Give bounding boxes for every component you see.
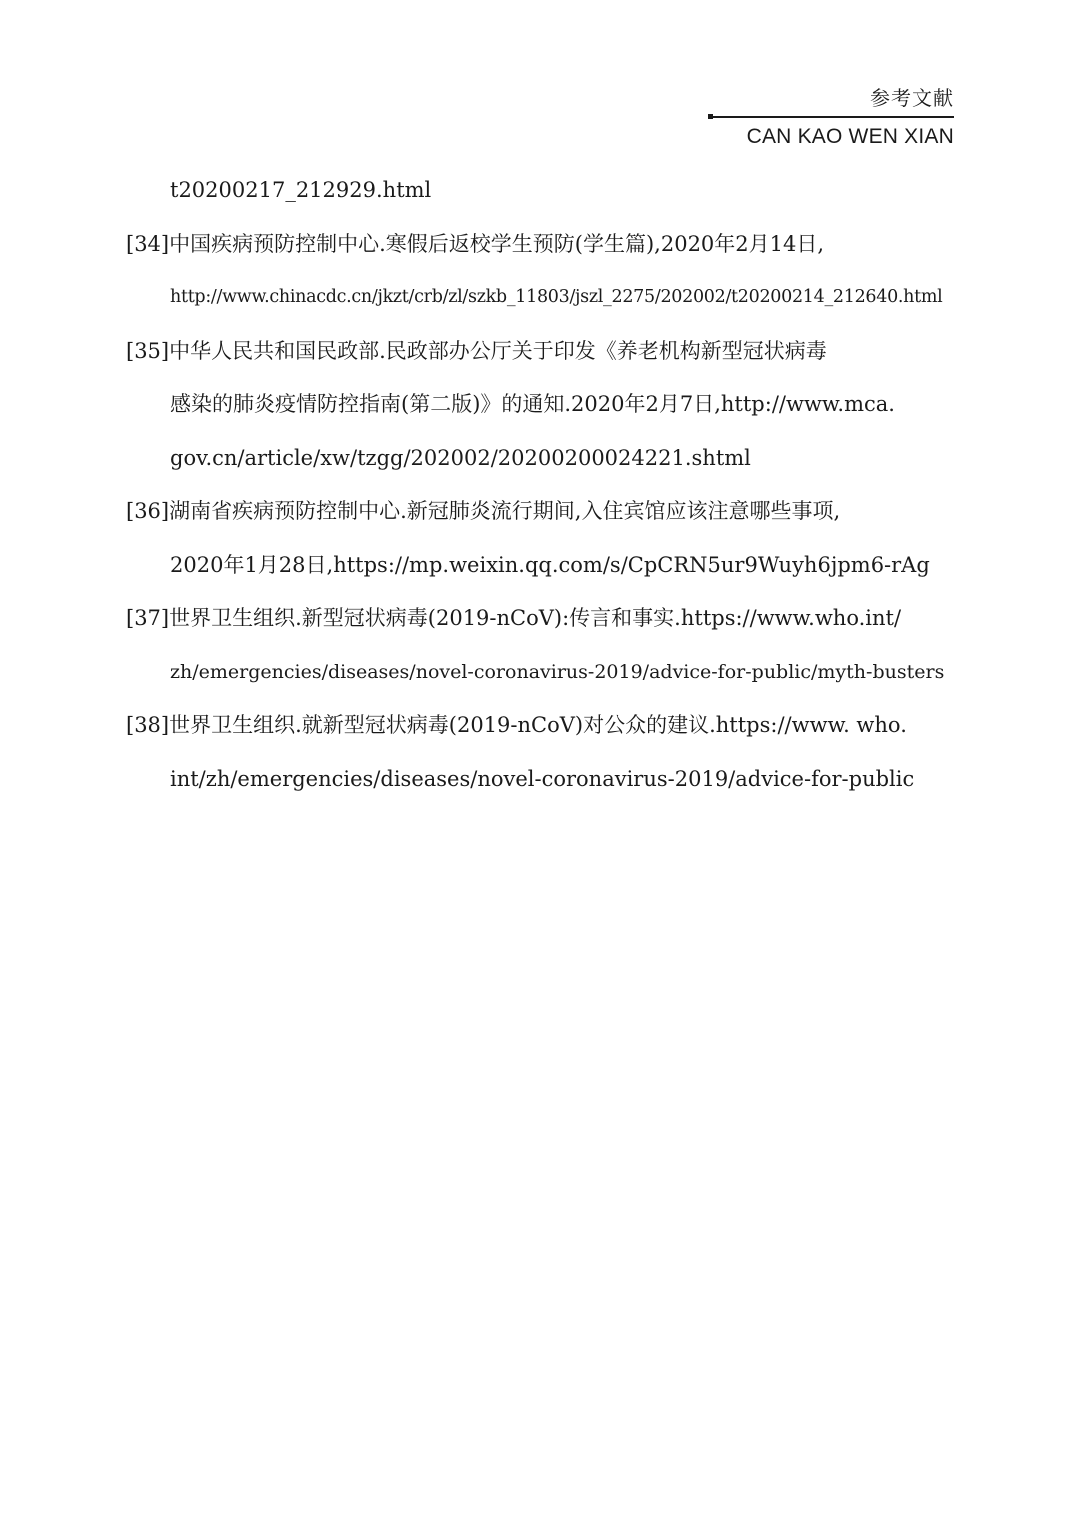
- reference-38-url: int/zh/emergencies/diseases/novel-coronavirus-2019/advice-for-public: [170, 766, 915, 791]
- reference-34-url: http://www.chinacdc.cn/jkzt/crb/zl/szkb_11803/jszl_2275/202002/t20200214_212640.html: [170, 287, 943, 307]
- reference-37: [37]世界卫生组织.新型冠状病毒(2019-nCoV):传言和事实.https://www.who.int/: [126, 606, 902, 630]
- reference-34: [34]中国疾病预防控制中心.寒假后返校学生预防(学生篇),2020年2月14日,: [126, 231, 825, 256]
- reference-36: [36]湖南省疾病预防控制中心.新冠肺炎流行期间,入住宾馆应该注意哪些事项,: [126, 499, 841, 523]
- reference-38: [38]世界卫生组织.就新型冠状病毒(2019-nCoV)对公众的建议.https://www. who.: [126, 713, 907, 737]
- reference-37-url: zh/emergencies/diseases/novel-coronavirus-2019/advice-for-public/myth-busters: [170, 660, 945, 683]
- reference-36-url: 2020年1月28日,https://mp.weixin.qq.com/s/CpCRN5ur9Wuyh6jpm6-rAg: [170, 552, 930, 577]
- reference-35-line2: 感染的肺炎疫情防控指南(第二版)》的通知.2020年2月7日,http://www.mca.: [170, 392, 895, 416]
- section-title: 参考文献: [870, 86, 954, 110]
- reference-33-continuation: t20200217_212929.html: [170, 178, 432, 202]
- reference-list: [126, 164, 958, 806]
- reference-35-url: gov.cn/article/xw/tzgg/202002/20200200024221.shtml: [170, 445, 751, 470]
- reference-35: [35]中华人民共和国民政部.民政部办公厅关于印发《养老机构新型冠状病毒: [126, 338, 827, 363]
- page-header: [704, 84, 954, 152]
- section-subtitle: CAN KAO WEN XIAN: [746, 125, 954, 148]
- header-divider: [710, 116, 954, 118]
